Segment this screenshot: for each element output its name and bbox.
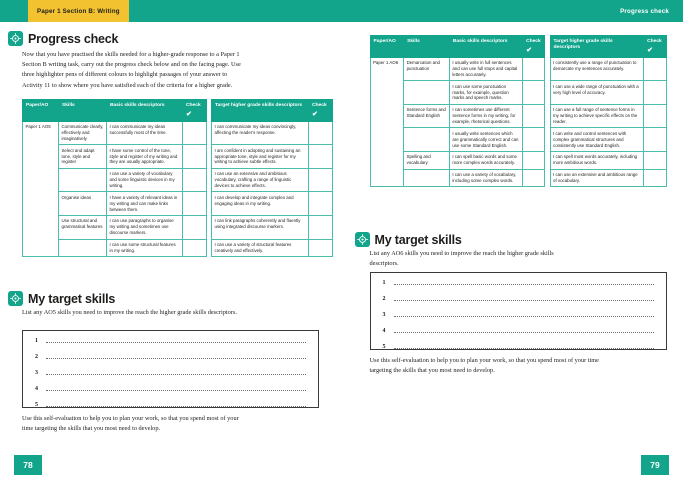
target-skill-line[interactable] (383, 328, 654, 334)
line-number: 4 (382, 328, 386, 334)
checkbox-basic[interactable] (523, 169, 545, 187)
table-row (370, 169, 666, 187)
checkbox-target[interactable] (644, 57, 666, 81)
header-basic-descriptors: Basic skills descriptors (449, 36, 522, 58)
cell-basic: I can use some punctuation marks, for example, question marks and speech marks. (449, 81, 522, 105)
table-row (23, 215, 333, 239)
target-skill-line[interactable] (35, 386, 306, 392)
table-row (23, 121, 333, 145)
table-row (23, 168, 333, 192)
write-in-line[interactable] (46, 358, 306, 359)
cell-target: I can communicate my ideas convincingly, affecting the reader's response. (212, 121, 309, 145)
my-target-skills-title: My target skills (28, 291, 116, 306)
page-number-right: 79 (641, 455, 669, 475)
header-check-basic (523, 36, 545, 58)
checkbox-target[interactable] (644, 104, 666, 128)
table-row (370, 128, 666, 152)
write-in-line[interactable] (394, 284, 654, 285)
target-skill-line[interactable] (383, 312, 654, 318)
check-tick-icon: ✔ (186, 110, 192, 118)
line-number: 2 (382, 296, 386, 302)
header-check-target-label: Check (312, 103, 327, 108)
cell-target: I can use a wide range of punctuation with a very high level of accuracy. (550, 81, 644, 105)
header-check-target (309, 100, 333, 122)
my-target-skills-title: My target skills (374, 232, 462, 247)
table-row (370, 81, 666, 105)
target-skill-line[interactable] (35, 354, 306, 360)
cell-target: I can use a full range of sentence forms in my writing to achieve specific effects on the reader. (550, 104, 644, 128)
checkbox-basic[interactable] (183, 145, 207, 169)
progress-check-intro: Now that you have practised the skills needed for a higher-grade response to a Paper 1 Section B writing task, carry out the progress check below and on the facing page. Use three highlighter pens of different colours to highlight passages of your answer to Activity 11 to show where you have satisfied each of the criteria for a higher grade. (22, 51, 241, 89)
table-row (370, 104, 666, 128)
cell-target: I can use an extensive and ambitious vocabulary, crafting a range of linguistic devices to achieve effects. (212, 168, 309, 192)
cell-skill: Use structural and grammatical features (59, 215, 107, 239)
header-check-basic (183, 100, 207, 122)
header-paper-ao: Paper/AO (23, 100, 59, 122)
cell-basic: I can communicate my ideas successfully most of the time. (107, 121, 183, 145)
cell-basic: I usually write sentences which are grammatically correct and can use some Standard English. (449, 128, 522, 152)
cell-skill: Organise ideas (59, 192, 107, 216)
cell-target: I can spell most words accurately, including more ambitious words. (550, 151, 644, 169)
cell-target: I can write and control sentences with complex grammatical structures and consistently use Standard English. (550, 128, 644, 152)
target-skill-line[interactable] (35, 370, 306, 376)
checkbox-basic[interactable] (183, 239, 207, 257)
header-basic-descriptors: Basic skills descriptors (107, 100, 183, 122)
check-tick-icon: ✔ (526, 46, 532, 54)
target-icon (8, 31, 23, 46)
cell-basic: I can use some structural features in my writing. (107, 239, 183, 257)
progress-check-title: Progress check (28, 31, 119, 46)
table-row (370, 151, 666, 169)
cell-skill (404, 169, 450, 187)
cell-basic: I can sometimes use different sentence forms in my writing, for example, rhetorical questions. (449, 104, 522, 128)
line-number: 3 (35, 370, 38, 376)
check-tick-icon: ✔ (647, 46, 653, 54)
table-header-row (370, 36, 666, 58)
cell-skill (404, 128, 450, 152)
table-row (370, 57, 666, 81)
checkbox-target[interactable] (644, 169, 666, 187)
ao5-criteria-table (22, 99, 333, 257)
checkbox-target[interactable] (309, 192, 333, 216)
cell-skill (59, 239, 107, 257)
cell-basic: I can use paragraphs to organise my writing and sometimes use discourse markers. (107, 215, 183, 239)
cell-skill: Spelling and vocabulary (404, 151, 450, 169)
ao6-criteria-table (370, 35, 667, 187)
header-skills: Skills (404, 36, 450, 58)
checkbox-basic[interactable] (183, 192, 207, 216)
left-footer-note: Use this self-evaluation to help you to plan your work, so that you spend most of your time targeting the skills that you most need to develop. (22, 415, 239, 433)
cell-skill (404, 81, 450, 105)
header-check-basic-label: Check (526, 39, 541, 44)
left-page-header-tab: Paper 1 Section B: Writing (28, 0, 129, 22)
write-in-line[interactable] (394, 348, 654, 349)
target-skill-line[interactable] (383, 280, 654, 286)
progress-check-heading (8, 31, 118, 46)
cell-target: I am confident in adopting and sustaining an appropriate tone, style and register for my writing to achieve subtle effects. (212, 145, 309, 169)
cell-paper-ao: Paper 1 AO6 (370, 57, 404, 187)
my-target-skills-heading (8, 291, 115, 306)
checkbox-basic[interactable] (523, 57, 545, 81)
write-in-line[interactable] (394, 300, 654, 301)
table-row (23, 192, 333, 216)
checkbox-target[interactable] (644, 151, 666, 169)
write-in-line[interactable] (394, 316, 654, 317)
target-icon (355, 232, 370, 247)
right-footer-note: Use this self-evaluation to help you to plan your work, so that you spend most of your time targeting the skills that you most need to develop. (369, 357, 599, 375)
ao6-table-body (370, 57, 666, 187)
checkbox-target[interactable] (309, 145, 333, 169)
cell-basic: I have some control of the tone, style and register of my writing and they are usually appropriate. (107, 145, 183, 169)
checkbox-basic[interactable] (183, 121, 207, 145)
write-in-line[interactable] (46, 406, 306, 407)
cell-skill (59, 168, 107, 192)
write-in-line[interactable] (46, 374, 306, 375)
write-in-line[interactable] (46, 342, 306, 343)
checkbox-target[interactable] (644, 128, 666, 152)
my-target-skills-instruction: List any AO5 skills you need to improve the reach the higher grade skills descriptors. (22, 309, 237, 316)
checkbox-target[interactable] (309, 215, 333, 239)
cell-target: I consistently use a range of punctuation to demarcate my sentences accurately. (550, 57, 644, 81)
cell-basic: I can use a variety of vocabulary, including some complex words. (449, 169, 522, 187)
line-number: 2 (35, 354, 38, 360)
checkbox-target[interactable] (309, 121, 333, 145)
my-target-skills-heading (355, 232, 462, 247)
cell-basic: I can spell basic words and some more complex words accurately. (449, 151, 522, 169)
line-number: 5 (35, 402, 38, 408)
checkbox-basic[interactable] (523, 151, 545, 169)
header-check-target (644, 36, 666, 58)
target-skill-line[interactable] (383, 296, 654, 302)
check-tick-icon: ✔ (312, 110, 318, 118)
target-icon (8, 291, 23, 306)
right-page (342, 0, 683, 483)
cell-basic: I have a variety of relevant ideas in my writing and can make links between them. (107, 192, 183, 216)
my-target-skills-instruction: List any AO6 skills you need to improve the reach the higher grade skills descriptors. (369, 250, 554, 268)
table-row (23, 239, 333, 257)
target-skills-box (370, 272, 667, 350)
ao5-table-body (23, 121, 333, 257)
line-number: 1 (382, 280, 386, 286)
write-in-line[interactable] (394, 332, 654, 333)
cell-skill: Demarcation and punctuation (404, 57, 450, 81)
header-check-target-label: Check (647, 39, 662, 44)
cell-skill: Communicate clearly, effectively and imaginatively (59, 121, 107, 145)
cell-target: I can develop and integrate complex and engaging ideas in my writing. (212, 192, 309, 216)
checkbox-basic[interactable] (523, 128, 545, 152)
header-paper-ao: Paper/AO (370, 36, 404, 58)
checkbox-basic[interactable] (523, 81, 545, 105)
header-skills: Skills (59, 100, 107, 122)
cell-target: I can use an extensive and ambitious range of vocabulary. (550, 169, 644, 187)
line-number: 4 (35, 386, 38, 392)
header-target-descriptors: Target higher grade skills descriptors (212, 100, 309, 122)
cell-basic: I can use a variety of vocabulary and some linguistic devices in my writing. (107, 168, 183, 192)
page-number-left: 78 (14, 455, 42, 475)
line-number: 3 (382, 312, 386, 318)
target-skill-line[interactable] (383, 344, 654, 350)
cell-target: I can use a variety of structural features creatively and effectively. (212, 239, 309, 257)
line-number: 1 (35, 338, 38, 344)
target-skill-line[interactable] (35, 338, 306, 344)
checkbox-target[interactable] (309, 239, 333, 257)
cell-skill: Select and adapt tone, style and register (59, 145, 107, 169)
checkbox-basic[interactable] (523, 104, 545, 128)
cell-target: I can link paragraphs coherently and fluently using integrated discourse markers. (212, 215, 309, 239)
target-skills-box (22, 330, 319, 408)
line-number: 5 (382, 344, 386, 350)
target-skill-line[interactable] (35, 402, 306, 408)
table-header-row (23, 100, 333, 122)
header-target-descriptors: Target higher grade skills descriptors (550, 36, 644, 58)
header-check-basic-label: Check (186, 103, 201, 108)
write-in-line[interactable] (46, 390, 306, 391)
checkbox-basic[interactable] (183, 215, 207, 239)
cell-paper-ao: Paper 1 AO5 (23, 121, 59, 257)
cell-skill: Sentence forms and Standard English (404, 104, 450, 128)
checkbox-target[interactable] (644, 81, 666, 105)
table-row (23, 145, 333, 169)
checkbox-basic[interactable] (183, 168, 207, 192)
checkbox-target[interactable] (309, 168, 333, 192)
cell-basic: I usually write in full sentences and can use full stops and capital letters accurately. (449, 57, 522, 81)
right-page-header-label: Progress check (620, 7, 669, 15)
